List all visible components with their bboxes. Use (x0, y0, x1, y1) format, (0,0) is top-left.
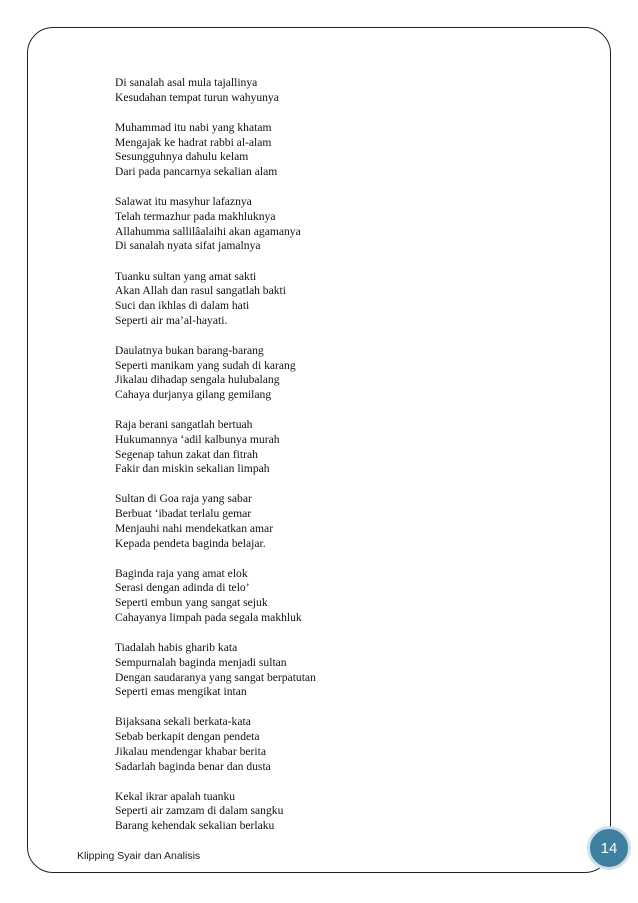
poem-line: Mengajak ke hadrat rabbi al-alam (115, 135, 272, 149)
poem-line: Akan Allah dan rasul sangatlah bakti (115, 284, 286, 298)
poem-line: Kepada pendeta baginda belajar. (115, 536, 266, 550)
poem-line: Tuanku sultan yang amat sakti (115, 269, 257, 283)
stanza (115, 715, 475, 774)
poem-line: Menjauhi nahi mendekatkan amar (115, 521, 274, 535)
poem-line: Tiadalah habis gharib kata (115, 641, 238, 655)
page-number-badge: 14 (587, 826, 631, 870)
poem-line: Sempurnalah baginda menjadi sultan (115, 655, 287, 669)
poem-line: Serasi dengan adinda di telo’ (115, 581, 250, 595)
stanza (115, 121, 475, 180)
poem-line: Muhammad itu nabi yang khatam (115, 120, 272, 134)
poem-line: Barang kehendak sekalian berlaku (115, 819, 275, 833)
poem-line: Sadarlah baginda benar dan dusta (115, 759, 271, 773)
poem-line: Segenap tahun zakat dan fitrah (115, 447, 258, 461)
stanza (115, 790, 475, 834)
poem-line: Dari pada pancarnya sekalian alam (115, 165, 278, 179)
poem-line: Seperti manikam yang sudah di karang (115, 358, 296, 372)
poem-line: Seperti emas mengikat intan (115, 685, 247, 699)
poem-line: Seperti air ma’al-hayati. (115, 313, 228, 327)
poem-line: Suci dan ikhlas di dalam hati (115, 298, 250, 312)
stanza (115, 567, 475, 626)
poem-line: Dengan saudaranya yang sangat berpatutan (115, 670, 316, 684)
poem-line: Raja berani sangatlah bertuah (115, 418, 253, 432)
poem-line: Fakir dan miskin sekalian limpah (115, 462, 270, 476)
poem-line: Telah termazhur pada makhluknya (115, 209, 276, 223)
poem-line: Berbuat ‘ibadat terlalu gemar (115, 507, 252, 521)
stanza (115, 270, 475, 329)
poem-line: Hukumannya ‘adil kalbunya murah (115, 432, 280, 446)
poem-line: Allahumma sallilâalaihi akan agamanya (115, 224, 301, 238)
poem-line: Sultan di Goa raja yang sabar (115, 492, 252, 506)
poem-line: Baginda raja yang amat elok (115, 566, 248, 580)
poem-line: Bijaksana sekali berkata-kata (115, 715, 251, 729)
poem-body (115, 76, 475, 849)
poem-line: Daulatnya bukan barang-barang (115, 343, 264, 357)
stanza (115, 76, 475, 105)
poem-line: Seperti air zamzam di dalam sangku (115, 804, 284, 818)
stanza (115, 641, 475, 700)
poem-line: Kekal ikrar apalah tuanku (115, 789, 236, 803)
poem-line: Seperti embun yang sangat sejuk (115, 596, 268, 610)
poem-line: Di sanalah nyata sifat jamalnya (115, 239, 261, 253)
poem-line: Jikalau mendengar khabar berita (115, 744, 266, 758)
poem-line: Sebab berkapit dengan pendeta (115, 730, 260, 744)
poem-line: Salawat itu masyhur lafaznya (115, 195, 252, 209)
stanza (115, 418, 475, 477)
poem-line: Cahaya durjanya gilang gemilang (115, 387, 272, 401)
poem-line: Jikalau dihadap sengala hulubalang (115, 373, 280, 387)
stanza (115, 492, 475, 551)
footer-label: Klipping Syair dan Analisis (77, 850, 201, 862)
poem-line: Cahayanya limpah pada segala makhluk (115, 610, 302, 624)
poem-line: Sesungguhnya dahulu kelam (115, 150, 249, 164)
poem-line: Di sanalah asal mula tajallinya (115, 76, 258, 89)
poem-line: Kesudahan tempat turun wahyunya (115, 90, 279, 104)
stanza (115, 195, 475, 254)
stanza (115, 344, 475, 403)
